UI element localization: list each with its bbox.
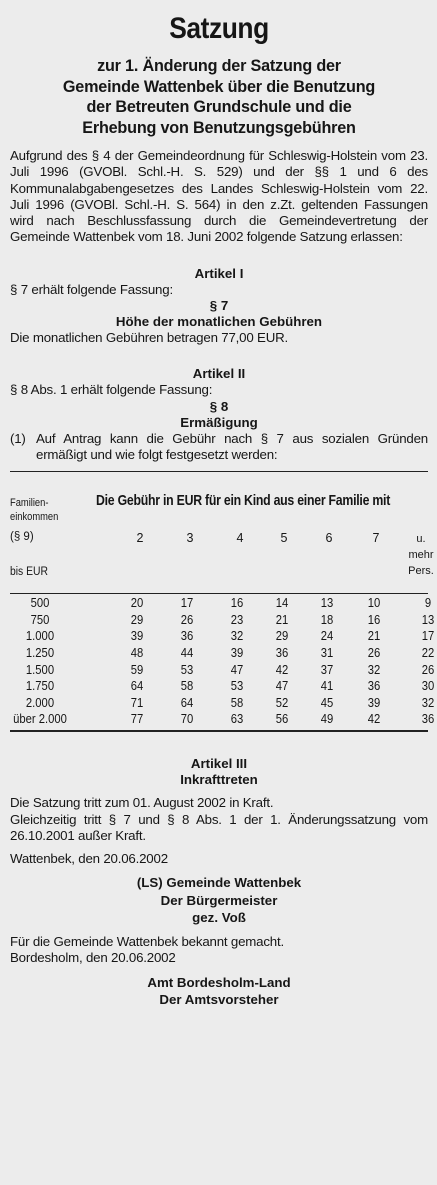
fee-cell: 49 — [320, 712, 334, 727]
fee-table-title: Die Gebühr in EUR für ein Kind aus einer Familie mit — [96, 492, 391, 510]
table-row — [10, 662, 435, 678]
announcement: Für die Gemeinde Wattenbek bekannt gemacht. — [10, 933, 284, 949]
fee-cell: 21 — [275, 612, 289, 627]
income-cell: 1.750 — [25, 679, 55, 694]
income-header-line: einkommen — [10, 511, 59, 524]
fee-cell: 41 — [320, 679, 334, 694]
fee-cell: 47 — [275, 679, 289, 694]
fee-cell: 30 — [421, 679, 435, 694]
table-row — [10, 612, 435, 628]
income-cell: 1.000 — [25, 629, 55, 644]
income-header-line: Familien- — [10, 497, 49, 510]
article-2-paragraph: § 8 — [209, 398, 229, 414]
fee-cell: 26 — [180, 612, 194, 627]
signature-line: Der Bürgermeister — [160, 892, 278, 908]
income-header-paragraph: (§ 9) — [10, 531, 34, 544]
last-col-line: u. — [416, 533, 426, 546]
fee-cell: 17 — [180, 596, 194, 611]
place-date-2: Bordesholm, den 20.06.2002 — [10, 950, 176, 966]
article-3-text-1: Die Satzung tritt zum 01. August 2002 in Kraft. — [10, 795, 274, 811]
fee-cell: 48 — [130, 646, 144, 661]
fee-cell: 42 — [367, 712, 381, 727]
table-row — [10, 629, 435, 644]
fee-cell: 20 — [130, 596, 144, 611]
fee-cell: 42 — [275, 662, 289, 677]
article-3-text-2: Gleichzeitig tritt § 7 und § 8 Abs. 1 der 1. Änderungssatzung vom 26.10.2001 außer Kraft. — [10, 811, 428, 843]
fee-cell: 22 — [421, 646, 435, 661]
article-3-title: Inkrafttreten — [180, 772, 258, 788]
income-cell: 750 — [30, 612, 50, 627]
fee-cell: 36 — [367, 679, 381, 694]
subtitle-line: Gemeinde Wattenbek über die Benutzung — [62, 77, 376, 96]
article-2-heading: Artikel II — [192, 366, 246, 382]
document-subtitle — [10, 56, 428, 138]
article-1-paragraph-title: Höhe der monatlichen Gebühren — [115, 314, 323, 330]
fee-cell: 63 — [230, 712, 244, 727]
item-text: Auf Antrag kann die Gebühr nach § 7 aus sozialen Gründen ermäßigt und wie folgt festgesetzt werden: — [36, 430, 428, 462]
fee-cell: 21 — [367, 629, 381, 644]
fee-cell: 39 — [130, 629, 144, 644]
last-col-line: Pers. — [408, 565, 434, 578]
income-column-header — [10, 496, 61, 524]
article-1-paragraph: § 7 — [209, 298, 229, 314]
column-header: 3 — [186, 531, 194, 546]
fee-cell: 58 — [230, 695, 244, 710]
fee-cell: 47 — [230, 662, 244, 677]
column-header: 2 — [136, 531, 144, 546]
fee-cell: 32 — [230, 629, 244, 644]
fee-cell: 53 — [230, 679, 244, 694]
income-cell: über 2.000 — [13, 712, 67, 727]
fee-cell: 39 — [367, 695, 381, 710]
document-title: Satzung — [169, 12, 269, 45]
fee-cell: 32 — [367, 662, 381, 677]
income-cell: 1.500 — [25, 662, 55, 677]
intro-paragraph: Aufgrund des § 4 der Gemeindeordnung für Schleswig-Holstein vom 23. Juli 1996 (GVOBl. Schl.-H. S. 529) und der §§ 1 und 6 des Kommunalabgabengesetzes des Landes Schleswig-Holstein vom 22. Juli 1996 (GVOBl. Schl.-H. S. 564) in den z.Zt. geltenden Fassungen wird nach Beschlussfassung durch die Gemeindevertretung der Gemeinde Wattenbek vom 18. Juni 2002 folgende Satzung erlassen: — [10, 148, 428, 245]
fee-cell: 10 — [367, 596, 381, 611]
fee-cell: 64 — [130, 679, 144, 694]
fee-cell: 64 — [180, 695, 194, 710]
table-row — [10, 646, 435, 661]
column-header: 7 — [372, 531, 380, 546]
place-date: Wattenbek, den 20.06.2002 — [10, 851, 168, 867]
fee-cell: 44 — [180, 646, 194, 661]
fee-cell: 23 — [230, 612, 244, 627]
article-1-line: § 7 erhält folgende Fassung: — [10, 281, 173, 297]
table-row — [10, 712, 435, 727]
signature-line: (LS) Gemeinde Wattenbek — [136, 875, 302, 891]
fee-cell: 52 — [275, 695, 289, 710]
authority-line: Der Amtsvorsteher — [159, 992, 279, 1008]
column-header-last — [408, 531, 434, 579]
fee-cell: 32 — [421, 695, 435, 710]
column-header: 6 — [325, 531, 333, 546]
fee-table-body — [10, 594, 435, 730]
table-row — [10, 679, 435, 694]
fee-cell: 31 — [320, 646, 334, 661]
table-row — [10, 695, 435, 711]
fee-cell: 29 — [130, 612, 144, 627]
article-3-heading: Artikel III — [190, 756, 248, 772]
fee-cell: 53 — [180, 662, 194, 677]
fee-cell: 24 — [320, 629, 334, 644]
table-row — [10, 596, 430, 611]
fee-cell: 70 — [180, 712, 194, 727]
income-cell: 500 — [30, 596, 50, 611]
fee-table-header — [10, 486, 434, 593]
fee-cell: 36 — [180, 629, 194, 644]
fee-cell: 29 — [275, 629, 289, 644]
authority-line: Amt Bordesholm-Land — [147, 974, 291, 990]
fee-cell: 71 — [130, 695, 144, 710]
income-header-unit: bis EUR — [10, 566, 48, 579]
fee-cell: 59 — [130, 662, 144, 677]
last-col-line: mehr — [408, 549, 434, 562]
subtitle-line: zur 1. Änderung der Satzung der — [97, 57, 341, 75]
signature-line: gez. Voß — [192, 910, 246, 926]
fee-cell: 36 — [275, 646, 289, 661]
article-2-line: § 8 Abs. 1 erhält folgende Fassung: — [10, 382, 213, 398]
fee-cell: 56 — [275, 712, 289, 727]
fee-cell: 17 — [421, 629, 435, 644]
article-2-paragraph-title: Ermäßigung — [180, 414, 258, 430]
column-header: 5 — [280, 531, 288, 546]
authority-block — [10, 974, 428, 1009]
fee-cell: 13 — [421, 612, 435, 627]
income-cell: 1.250 — [25, 646, 55, 661]
fee-cell: 37 — [320, 662, 334, 677]
item-number: (1) — [10, 430, 26, 446]
fee-cell: 9 — [424, 596, 432, 611]
article-1-text: Die monatlichen Gebühren betragen 77,00 EUR. — [10, 330, 288, 346]
signature-block — [10, 874, 428, 927]
fee-cell: 18 — [320, 612, 334, 627]
fee-cell: 16 — [367, 612, 381, 627]
column-header: 4 — [236, 531, 244, 546]
fee-cell: 39 — [230, 646, 244, 661]
subtitle-line: Erhebung von Benutzungsgebühren — [82, 118, 356, 137]
fee-cell: 26 — [421, 662, 435, 677]
fee-cell: 16 — [230, 596, 244, 611]
income-cell: 2.000 — [25, 695, 55, 710]
fee-cell: 14 — [275, 596, 289, 611]
fee-cell: 13 — [320, 596, 334, 611]
fee-cell: 77 — [130, 712, 144, 727]
article-1-heading: Artikel I — [194, 265, 244, 281]
article-2-item — [10, 431, 428, 464]
fee-cell: 26 — [367, 646, 381, 661]
fee-cell: 45 — [320, 695, 334, 710]
subtitle-line: der Betreuten Grundschule und die — [86, 98, 352, 116]
fee-cell: 58 — [180, 679, 194, 694]
fee-cell: 36 — [421, 712, 435, 727]
